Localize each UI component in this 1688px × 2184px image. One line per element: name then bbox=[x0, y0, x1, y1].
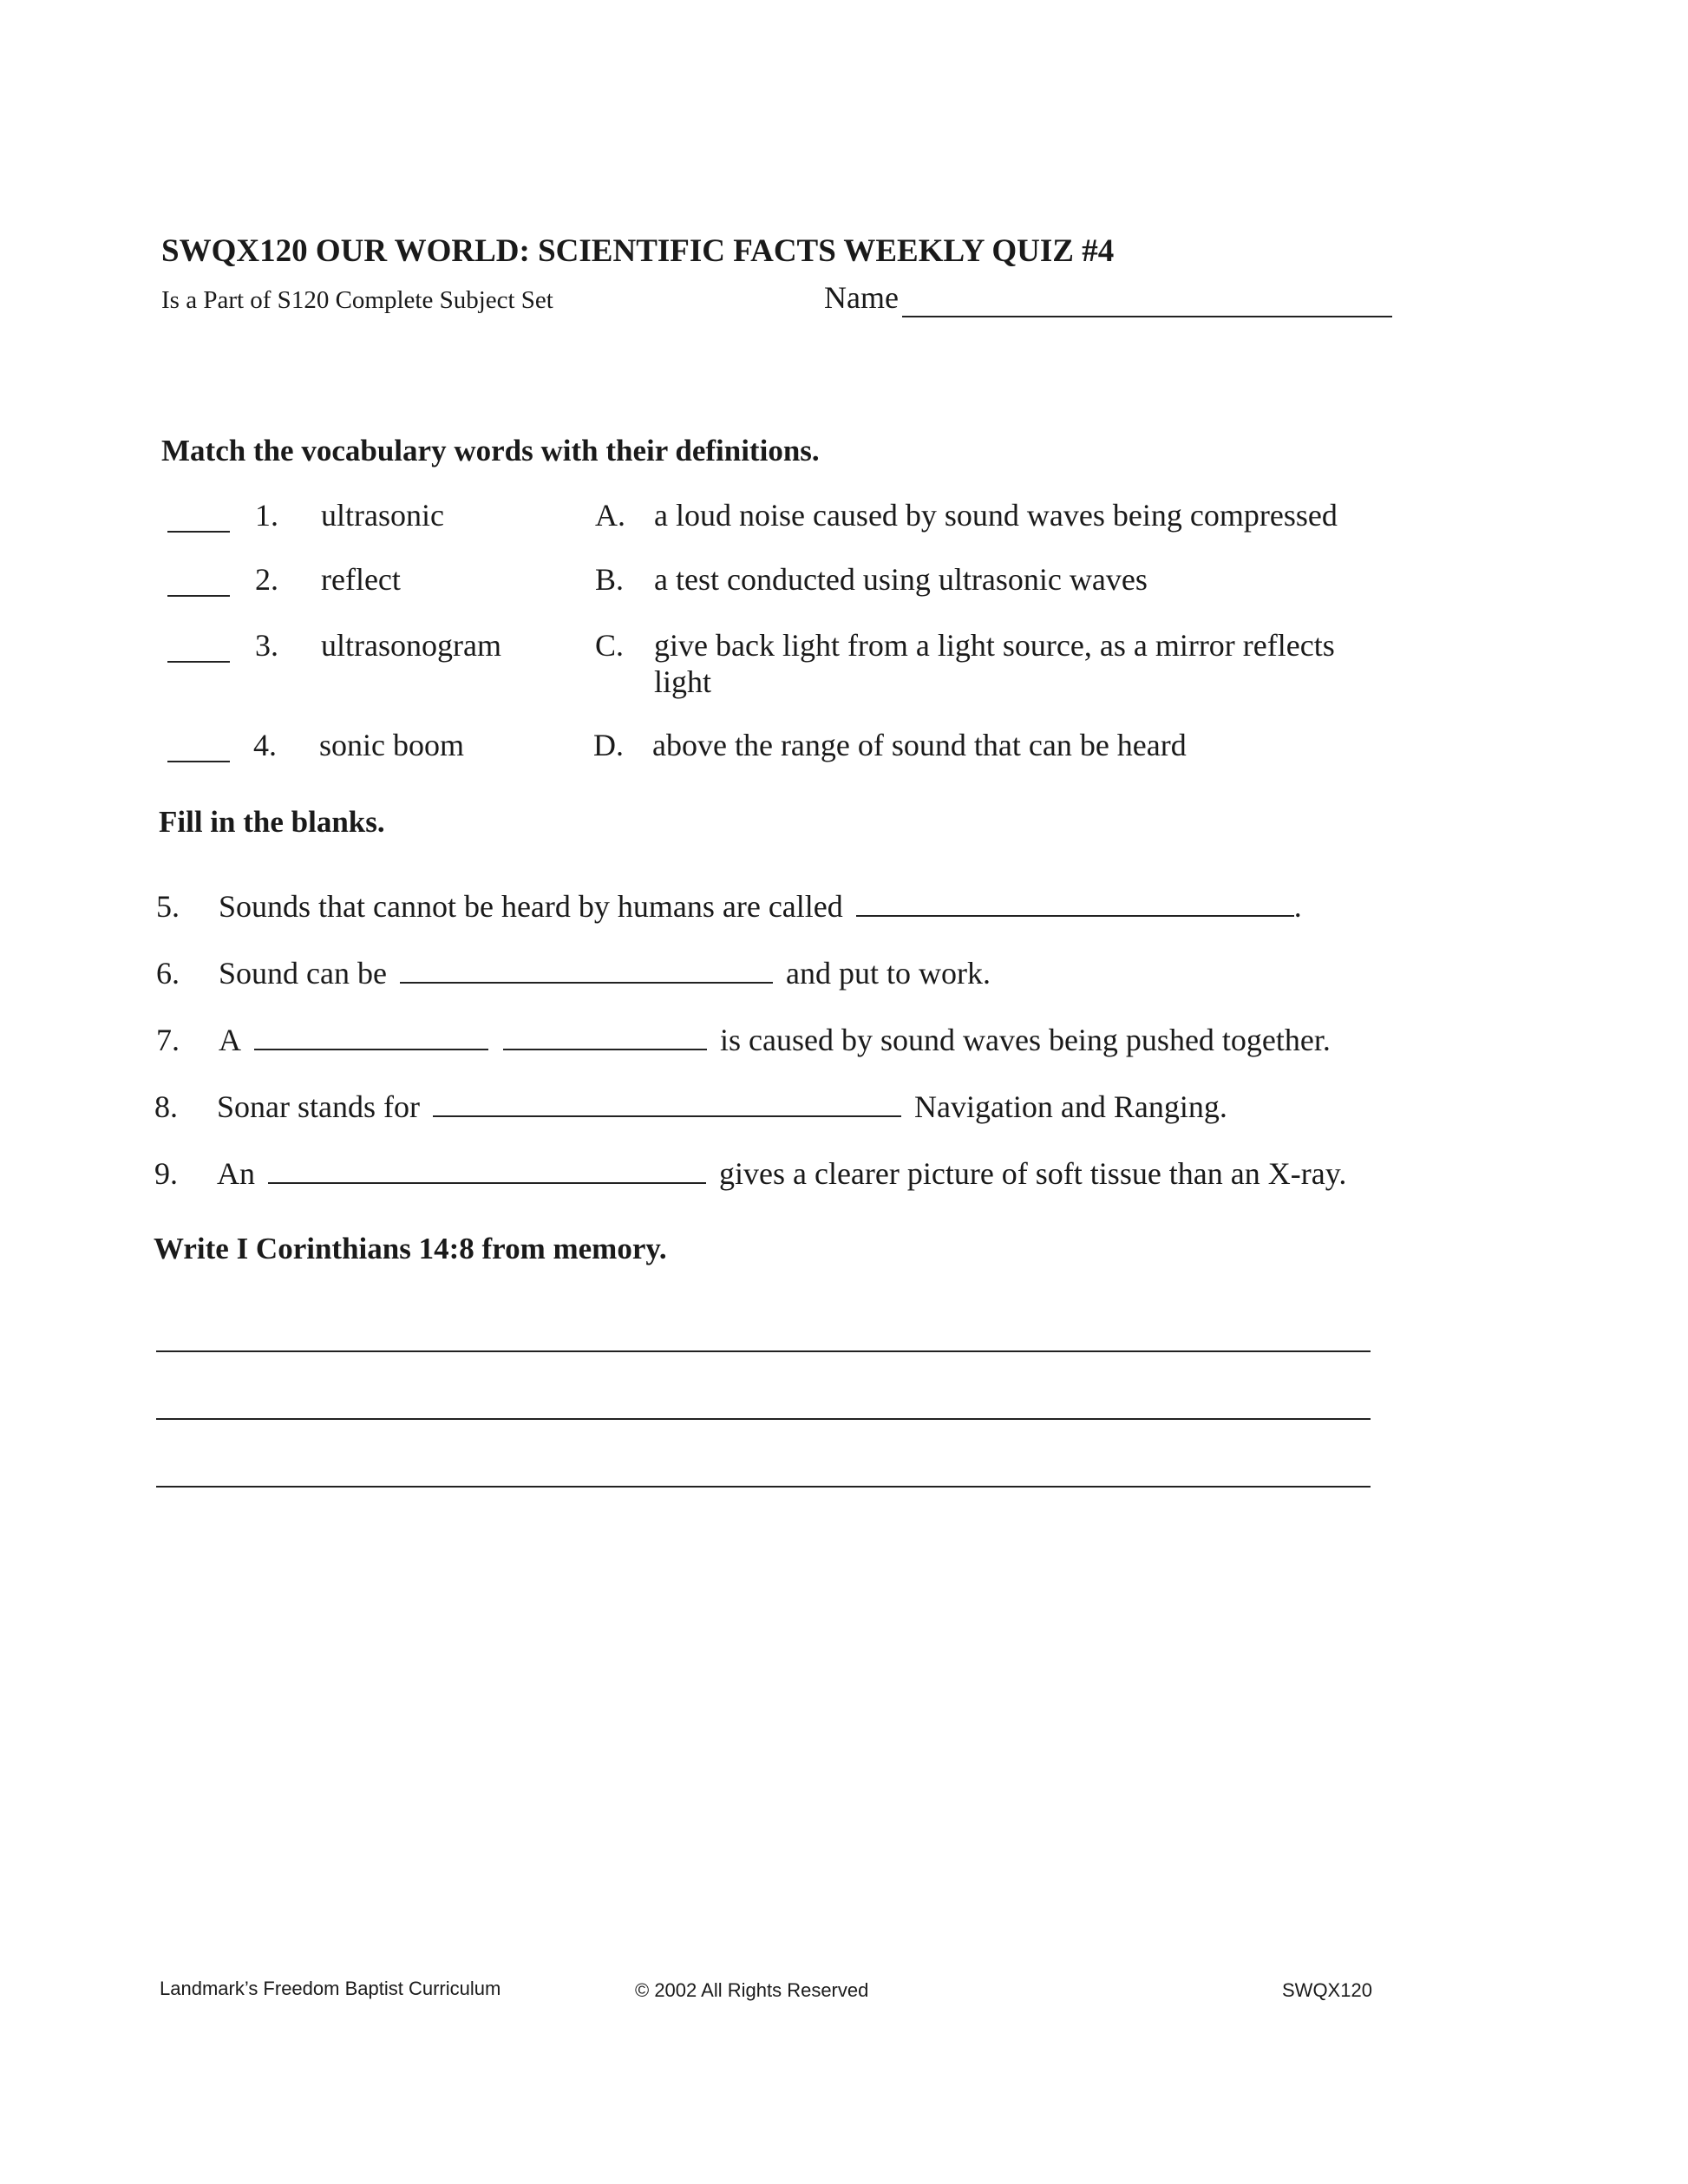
fill-after-5: . bbox=[1293, 889, 1302, 924]
match-letter-d: D. bbox=[593, 728, 624, 762]
match-letter-c: C. bbox=[595, 628, 625, 663]
match-number-2: 2. bbox=[255, 562, 278, 597]
match-letter-a: A. bbox=[595, 498, 625, 533]
fill-blank-5[interactable] bbox=[856, 915, 1294, 917]
fill-blank-7b[interactable] bbox=[503, 1049, 707, 1050]
fill-item-5 bbox=[219, 888, 1302, 925]
name-blank[interactable] bbox=[902, 316, 1392, 317]
fill-before-6: Sound can be bbox=[219, 956, 387, 991]
fill-number-7: 7. bbox=[156, 1023, 180, 1057]
match-term-2: reflect bbox=[321, 562, 401, 597]
fill-item-7 bbox=[219, 1022, 1331, 1058]
answer-blank-1[interactable] bbox=[167, 531, 230, 533]
fill-number-9: 9. bbox=[154, 1156, 178, 1191]
memory-line-1[interactable] bbox=[156, 1350, 1371, 1352]
fill-before-5: Sounds that cannot be heard by humans are called bbox=[219, 889, 843, 924]
fill-after-8: Navigation and Ranging. bbox=[913, 1089, 1227, 1124]
match-definition-d: above the range of sound that can be heard bbox=[652, 728, 1187, 762]
fill-blank-7a[interactable] bbox=[254, 1049, 488, 1050]
match-definition-b: a test conducted using ultrasonic waves bbox=[654, 562, 1148, 597]
fill-blank-6[interactable] bbox=[400, 982, 773, 984]
answer-blank-4[interactable] bbox=[167, 761, 230, 762]
match-letter-b: B. bbox=[595, 562, 625, 597]
match-number-4: 4. bbox=[253, 728, 277, 762]
answer-blank-2[interactable] bbox=[167, 595, 230, 597]
match-term-1: ultrasonic bbox=[321, 498, 444, 533]
fill-number-5: 5. bbox=[156, 889, 180, 924]
fill-item-8 bbox=[217, 1089, 1227, 1125]
match-number-1: 1. bbox=[255, 498, 278, 533]
match-definition-c-cont: light bbox=[654, 664, 712, 699]
fill-item-9 bbox=[217, 1155, 1346, 1192]
fill-number-6: 6. bbox=[156, 956, 180, 991]
match-term-3: ultrasonogram bbox=[321, 628, 501, 663]
match-definition-a: a loud noise caused by sound waves being compressed bbox=[654, 498, 1338, 533]
quiz-title: SWQX120 OUR WORLD: SCIENTIFIC FACTS WEEKLY QUIZ #4 bbox=[161, 233, 1115, 269]
answer-blank-3[interactable] bbox=[167, 661, 230, 663]
fill-blank-8[interactable] bbox=[433, 1115, 901, 1117]
footer-code: SWQX120 bbox=[1282, 1979, 1372, 2001]
fill-number-8: 8. bbox=[154, 1089, 178, 1124]
memory-instruction: Write I Corinthians 14:8 from memory. bbox=[154, 1232, 667, 1265]
fill-after-9: gives a clearer picture of soft tissue than an X-ray. bbox=[719, 1156, 1347, 1191]
footer-curriculum: Landmark’s Freedom Baptist Curriculum bbox=[160, 1978, 501, 1999]
memory-line-3[interactable] bbox=[156, 1486, 1371, 1488]
footer-copyright: © 2002 All Rights Reserved bbox=[635, 1979, 869, 2001]
fill-before-9: An bbox=[217, 1156, 255, 1191]
fill-blank-9[interactable] bbox=[268, 1182, 706, 1184]
match-definition-c: give back light from a light source, as a mirror reflects bbox=[654, 628, 1335, 663]
fill-after-6: and put to work. bbox=[785, 956, 991, 991]
match-term-4: sonic boom bbox=[319, 728, 464, 762]
quiz-subtitle: Is a Part of S120 Complete Subject Set bbox=[161, 286, 553, 314]
fill-before-8: Sonar stands for bbox=[217, 1089, 420, 1124]
fill-before-7: A bbox=[219, 1023, 240, 1057]
fill-item-6 bbox=[219, 955, 991, 991]
name-label: Name bbox=[824, 280, 899, 315]
match-number-3: 3. bbox=[255, 628, 278, 663]
matching-instruction: Match the vocabulary words with their definitions. bbox=[161, 434, 820, 468]
fill-after-7: is caused by sound waves being pushed together. bbox=[720, 1023, 1331, 1057]
memory-line-2[interactable] bbox=[156, 1418, 1371, 1420]
fill-in-instruction: Fill in the blanks. bbox=[159, 805, 385, 839]
